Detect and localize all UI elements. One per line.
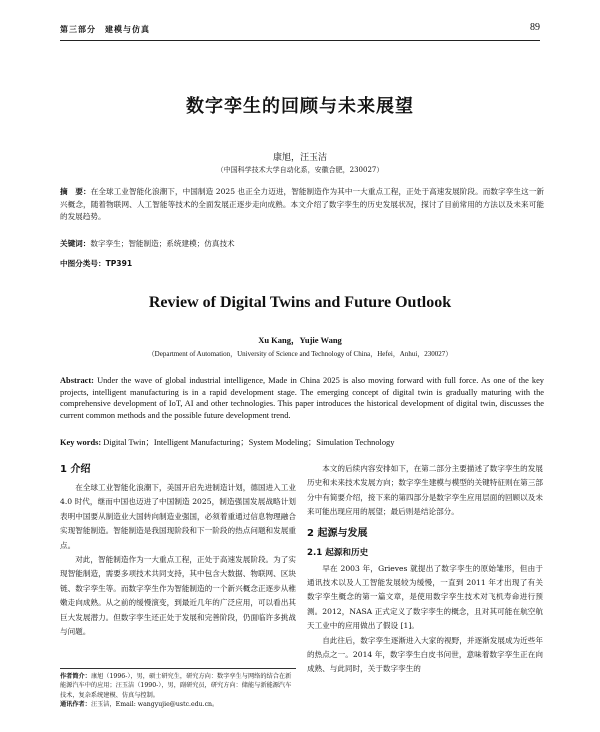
classification-value: TP391 [105, 259, 133, 268]
english-abstract-text: Under the wave of global industrial intelligence, Made in China 2025 is also moving forward with full force. As one of the key projects, intelligent manufacturing is in a rapid development stage. The emerging concept of digital twin is gradually maturing with the comprehensive development of IoT, AI and other technologies. This paper introduces the historical development of digital twin, discusses the current common methods and the possible future development trend. [60, 376, 544, 420]
classification-label: 中图分类号： [60, 259, 106, 268]
chinese-keywords [60, 238, 544, 249]
subsection-heading-history: 2.1 起源和历史 [307, 547, 369, 558]
english-title: Review of Digital Twins and Future Outlook [148, 294, 452, 311]
footnote-label: 作者简介： [60, 673, 91, 680]
author-footnote [60, 668, 296, 710]
chinese-authors: 康旭，汪玉洁 [272, 153, 327, 163]
left-column [60, 462, 296, 639]
chinese-keywords-label: 关键词： [60, 239, 91, 248]
paragraph: 在全球工业智能化浪潮下，美国开启先进制造计划，德国进入工业 4.0 时代，继而中国也迈进了中国制造 2025，制造强国发展战略计划表明中国要从制造业大国转向制造业强国，必须着重通过信息物理融合实现智能制造。智能制造是我国现阶段和下一阶段的热点问题和发展重点。 [60, 483, 296, 550]
english-keywords-text: Digital Twin；Intelligent Manufacturing；System Modeling；Simulation Technology [103, 438, 395, 447]
english-keywords [60, 436, 544, 448]
english-authors: Xu Kang，Yujie Wang [258, 335, 342, 345]
page-number: 89 [530, 22, 540, 33]
classification-number [60, 258, 544, 269]
chinese-abstract-text: 在全球工业智能化浪潮下，中国制造 2025 也正全力迈进，智能制造作为其中一大重点工程，正处于高速发展阶段。而数字孪生这一新兴概念，随着物联网、人工智能等技术的全面发展正逐步走向成熟。本文介绍了数字孪生的历史发展状况，探讨了目前常用的方法以及未来可能的发展趋势。 [60, 187, 544, 222]
paragraph: 对此，智能制造作为一大重点工程，正处于高速发展阶段。为了实现智能制造，需要多项技术共同支持，其中包含大数据、物联网、区块链、数字孪生等。而数字孪生作为智能制造的一个新兴概念正逐步从稚嫩走向成熟。从之前的缓慢演变，到最近几年的广泛应用，可以看出其巨大发展潜力。但数字孪生还正处于发展和完善阶段，仍面临许多挑战与问题。 [60, 555, 296, 637]
footnote-label: 通讯作者： [60, 701, 91, 709]
english-affiliation: （Department of Automation，University of Science and Technology of China，Hefei，Anhui，230027） [147, 350, 453, 358]
footnote-author-bio [60, 672, 296, 700]
paragraph: 早在 2003 年，Grieves 就提出了数字孪生的原始雏形，但由于通讯技术以及人工智能发展较为缓慢，一直到 2011 年才出现了有关数字孪生概念的第一篇文章，是使用数字孪生技术对飞机寿命进行预测。2012，NASA 正式定义了数字孪生的概念，且对其可能在航空航天工业中的应用做出了假设 [1]。 [307, 563, 543, 631]
section-heading-origin: 2 起源与发展 [307, 527, 368, 539]
english-abstract-label: Abstract: [60, 376, 94, 385]
chinese-keywords-text: 数字孪生；智能制造；系统建模；仿真技术 [90, 239, 235, 248]
footnote-text: 汪玉洁，Email: wangyujie@ustc.edu.cn。 [90, 701, 219, 709]
running-header [60, 22, 540, 41]
paragraph: 自此往后，数字孪生逐渐进入大家的视野，并逐渐发展成为近些年的热点之一。2014 年，数字孪生白皮书问世，意味着数字孪生正在向成熟、与此同时，关于数字孪生的 [307, 635, 543, 674]
right-column [307, 462, 543, 677]
footnote-text: 康旭（1996-），男，硕士研究生，研究方向：数字孪生与网络的结合在新能源汽车中的应用；汪玉洁（1990-），男，副研究员，研究方向：储能与新能源汽车技术，复杂系统建模、仿真与控制。 [60, 673, 292, 699]
chinese-abstract [60, 186, 544, 224]
running-header-section: 第三部分 建模与仿真 [60, 25, 150, 34]
english-keywords-label: Key words: [60, 438, 102, 447]
footnote-corresponding [60, 700, 296, 709]
chinese-abstract-label: 摘 要： [60, 187, 91, 196]
english-abstract [60, 375, 544, 421]
chinese-affiliation: （中国科学技术大学自动化系，安徽合肥，230027） [216, 166, 384, 174]
chinese-title: 数字孪生的回顾与未来展望 [186, 96, 414, 117]
section-heading-introduction: 1 介绍 [60, 464, 91, 475]
paragraph: 本文的后续内容安排如下，在第二部分主要描述了数字孪生的发展历史和未来技术发展方向；数字孪生建模与模型的关键特征则在第三部分中有简要介绍，接下来的第四部分是数字孪生应用层面的回顾以及未来可能出现应用的展望；最后则是结论部分。 [307, 464, 543, 517]
